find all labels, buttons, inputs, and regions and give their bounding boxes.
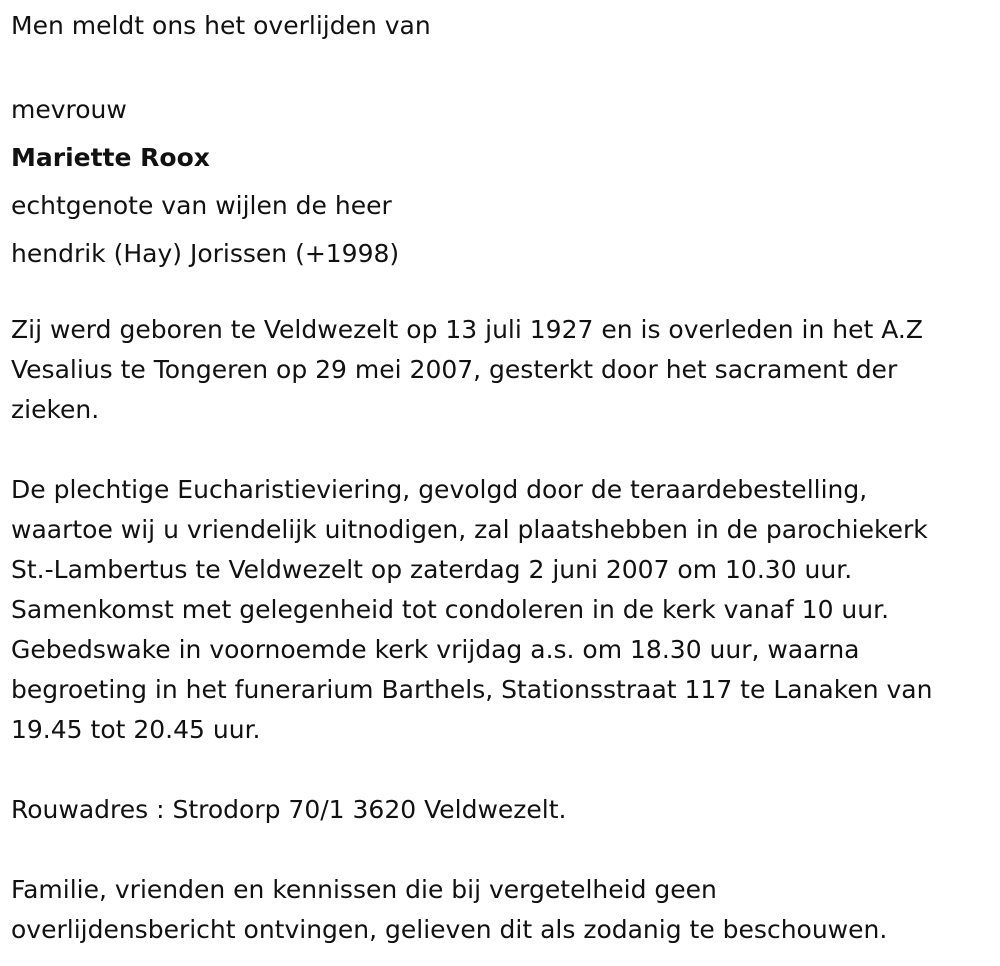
paragraph-line: begroeting in het funerarium Barthels, Stationsstraat 117 te Lanaken van bbox=[11, 675, 933, 704]
paragraph-line: De plechtige Eucharistieviering, gevolgd door de teraardebestelling, bbox=[11, 475, 868, 504]
paragraph-line: Vesalius te Tongeren op 29 mei 2007, gesterkt door het sacrament der bbox=[11, 355, 898, 384]
obituary-document bbox=[11, 6, 991, 950]
paragraph-line: Samenkomst met gelegenheid tot condoleren in de kerk vanaf 10 uur. bbox=[11, 595, 890, 624]
address-paragraph bbox=[11, 790, 991, 830]
spouse-name: hendrik (Hay) Jorissen (+1998) bbox=[11, 239, 400, 268]
paragraph-line: overlijdensbericht ontvingen, gelieven dit als zodanig te beschouwen. bbox=[11, 915, 888, 944]
ceremony-paragraph bbox=[11, 470, 991, 750]
person-relation: echtgenote van wijlen de heer bbox=[11, 191, 392, 220]
person-name: Mariette Roox bbox=[11, 143, 210, 172]
paragraph-line: Zij werd geboren te Veldwezelt op 13 juli 1927 en is overleden in het A.Z bbox=[11, 315, 923, 344]
spacer bbox=[11, 830, 991, 870]
person-title: mevrouw bbox=[11, 95, 127, 124]
mourning-address: Rouwadres : Strodorp 70/1 3620 Veldwezelt. bbox=[11, 795, 567, 824]
paragraph-line: Gebedswake in voornoemde kerk vrijdag a.s. om 18.30 uur, waarna bbox=[11, 635, 860, 664]
intro-text: Men meldt ons het overlijden van bbox=[11, 11, 431, 40]
spacer bbox=[11, 278, 991, 310]
paragraph-line: waartoe wij u vriendelijk uitnodigen, zal plaatshebben in de parochiekerk bbox=[11, 515, 928, 544]
paragraph-line: Familie, vrienden en kennissen die bij vergetelheid geen bbox=[11, 875, 717, 904]
spacer bbox=[11, 46, 991, 86]
paragraph-line: 19.45 tot 20.45 uur. bbox=[11, 715, 261, 744]
spacer bbox=[11, 750, 991, 790]
closing-paragraph bbox=[11, 870, 991, 950]
birth-death-paragraph bbox=[11, 310, 991, 430]
spacer bbox=[11, 430, 991, 470]
paragraph-line: St.-Lambertus te Veldwezelt op zaterdag 2 juni 2007 om 10.30 uur. bbox=[11, 555, 853, 584]
paragraph-line: zieken. bbox=[11, 395, 100, 424]
person-block bbox=[11, 86, 991, 278]
